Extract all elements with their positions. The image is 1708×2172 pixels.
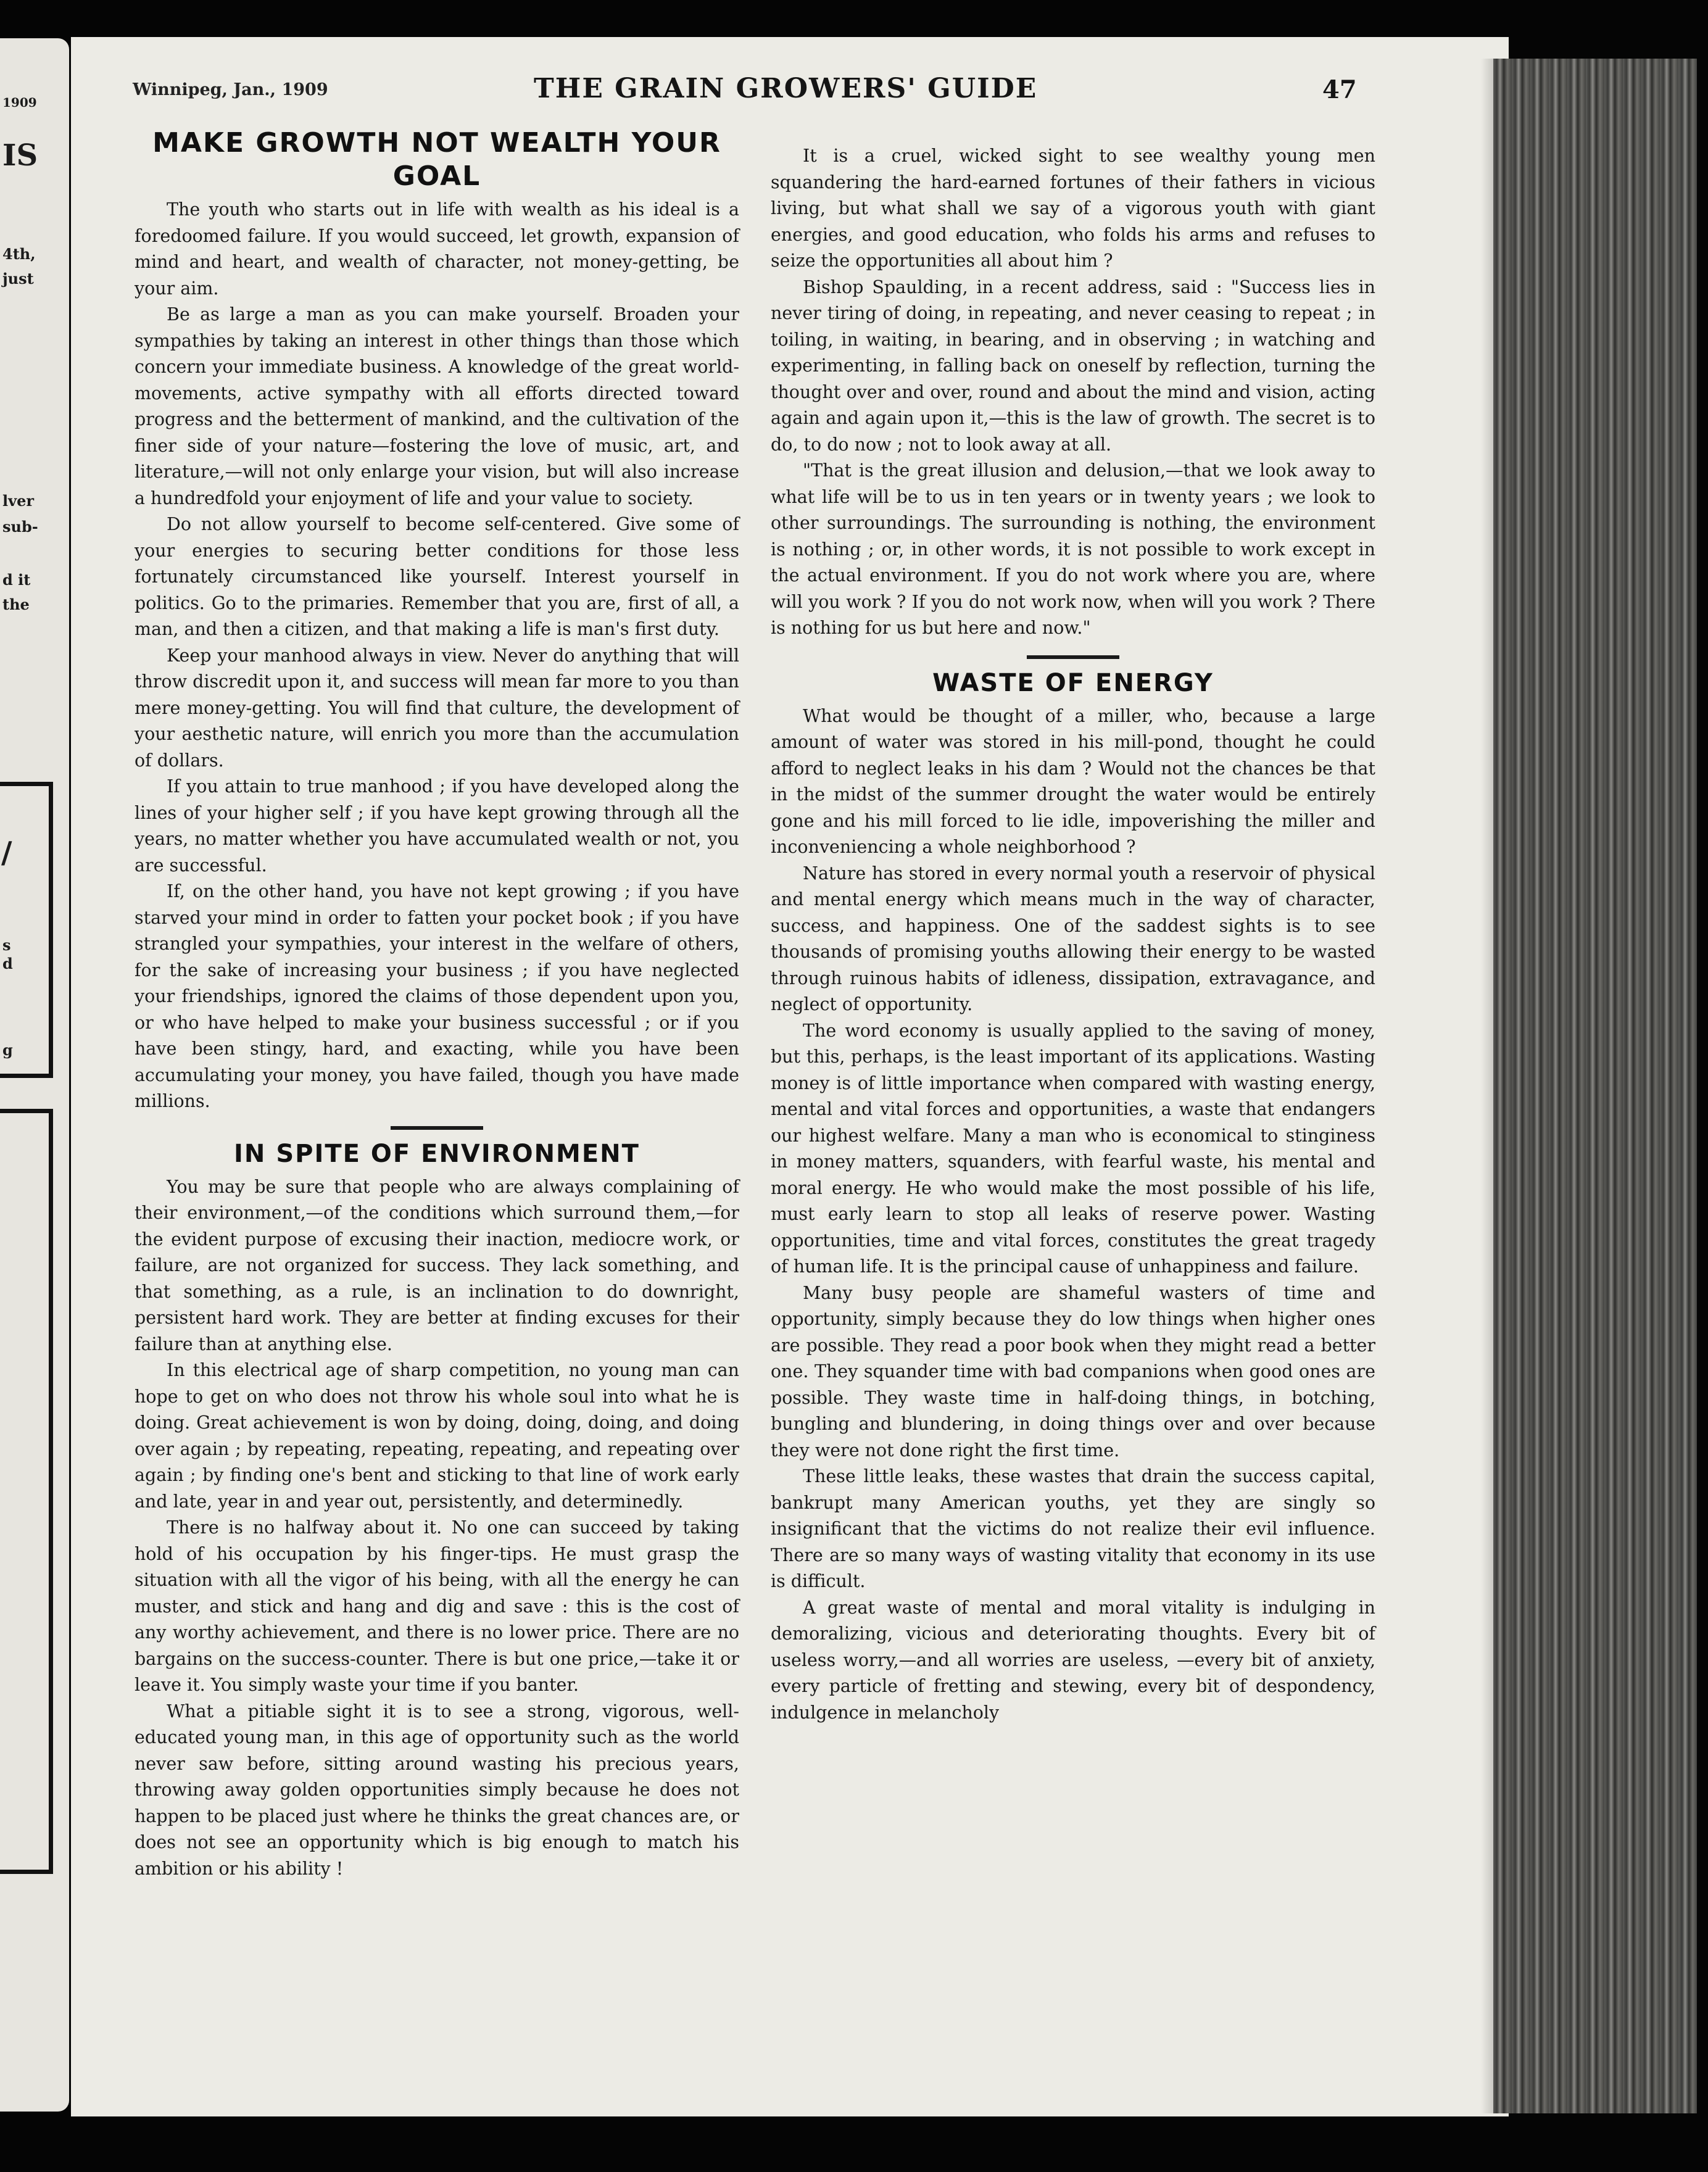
prev-page-fragment: 1909	[2, 95, 37, 110]
prev-page-fragment: g	[2, 1041, 13, 1059]
prev-page-fragment: d it	[2, 571, 31, 589]
article-paragraph: You may be sure that people who are always complaining of their environment,—of the conditions which surround them,—for the evident purpose of excusing their inaction, mediocre work, or failure, are not organized for success. They lack something, and that something, as a rule, is an inclination to do downright, persistent hard work. They are better at finding excuses for their failure than at anything else.	[135, 1176, 739, 1354]
section-divider	[1027, 655, 1119, 659]
prev-page-fragment: the	[2, 595, 30, 613]
article-paragraph: What a pitiable sight it is to see a strong, vigorous, well-educated young man, in this age of opportunity such as the world never saw before, sitting around wasting his precious years, throwing away golden opportunities simply because he does not happen to be placed just where he thinks the great chances are, or does not see an opportunity which is big enough to match his ambition or his ability !	[135, 1701, 739, 1879]
prev-page-fragment: /	[1, 835, 12, 870]
previous-page-edge	[0, 38, 69, 2112]
page-number: 47	[1322, 75, 1357, 104]
article-paragraph: Nature has stored in every normal youth a reservoir of physical and mental energy which means much in the way of character, success, and happiness. One of the saddest sights is to see thousands of promising youths allowing their energy to be wasted through ruinous habits of idleness, dissipation, extravagance, and neglect of opportunity.	[771, 863, 1375, 1014]
article-title: MAKE GROWTH NOT WEALTH YOUR GOAL	[152, 127, 721, 192]
article-paragraph: There is no halfway about it. No one can succeed by taking hold of his occupation by his finger-tips. He must grasp the situation with all the vigor of his being, with all the energy he can muster, and stick and hang and dig and save : this is the cost of any worthy achievement, and there is no lower price. There are no bargains on the success-counter. There is but one price,—take it or leave it. You simply waste your time if you banter.	[135, 1517, 739, 1695]
article-paragraph: What would be thought of a miller, who, because a large amount of water was stored in his mill-pond, thought he could afford to neglect leaks in his dam ? Would not the chances be that in the midst of the summer drought the water would be entirely gone and his mill forced to lie idle, impoverishing the miller and inconveniencing a whole neighborhood ?	[771, 705, 1375, 857]
article-paragraph: Bishop Spaulding, in a recent address, said : "Success lies in never tiring of doing, in repeating, and never ceasing to repeat ; in toiling, in waiting, in bearing, and in observing ; in watching and experimenting, in falling back on oneself by reflection, turning the thought over and over, round and about the mind and vision, acting again and again upon it,—this is the law of growth. The secret is to do, to do now ; not to look away at all.	[771, 276, 1375, 455]
article-paragraph: Do not allow yourself to become self-centered. Give some of your energies to securing better conditions for those less fortunately circumstanced like yourself. Interest yourself in politics. Go to the primaries. Remember that you are, first of all, a man, and then a citizen, and that making a life is man's first duty.	[135, 514, 739, 639]
page-binding-edge	[1493, 59, 1697, 2113]
publication-title: THE GRAIN GROWERS' GUIDE	[534, 73, 1038, 104]
article-title: IN SPITE OF ENVIRONMENT	[234, 1139, 640, 1168]
article-make-growth	[135, 126, 739, 1115]
article-paragraph: It is a cruel, wicked sight to see wealthy young men squandering the hard-earned fortunes of their fathers in vicious living, but what shall we say of a vigorous youth with giant energies, and good education, who folds his arms and refuses to seize the opportunities all about him ?	[771, 146, 1375, 271]
article-in-spite-of-environment	[135, 1138, 739, 1883]
prev-page-fragment: d	[2, 955, 13, 972]
prev-page-fragment: lver	[2, 492, 34, 510]
article-title: WASTE OF ENERGY	[932, 668, 1214, 697]
article-paragraph: If you attain to true manhood ; if you have developed along the lines of your higher self ; if you have kept growing through all the years, no matter whether you have accumulated wealth or not, you are successful.	[135, 776, 739, 876]
article-paragraph: These little leaks, these wastes that drain the success capital, bankrupt many American youths, yet they are singly so insignificant that the victims do not realize their evil influence. There are so many ways of wasting vitality that economy in its use is difficult.	[771, 1466, 1375, 1591]
article-paragraph: Keep your manhood always in view. Never do anything that will throw discredit upon it, and success will mean far more to you than mere money-getting. You will find that culture, the development of your aesthetic nature, will enrich you more than the accumulation of dollars.	[135, 645, 739, 771]
article-waste-of-energy	[771, 668, 1375, 1726]
prev-page-fragment: IS	[2, 138, 38, 173]
dateline: Winnipeg, Jan., 1909	[133, 80, 328, 99]
article-paragraph: The youth who starts out in life with wealth as his ideal is a foredoomed failure. If you would succeed, let growth, expansion of mind and heart, and wealth of character, not money-getting, be your aim.	[135, 199, 739, 299]
article-paragraph: The word economy is usually applied to the saving of money, but this, perhaps, is the least important of its applications. Wasting money is of little importance when compared with wasting energy, mental and vital forces and opportunities, a waste that endangers our highest welfare. Many a man who is economical to stinginess in money matters, squanders, with fearful waste, his mental and moral energy. He who would make the most possible of his life, must early learn to stop all leaks of reserve power. Wasting opportunities, time and vital forces, constitutes the great tragedy of human life. It is the principal cause of unhappiness and failure.	[771, 1020, 1375, 1277]
prev-page-fragment: 4th,	[2, 245, 36, 263]
section-divider	[391, 1126, 483, 1130]
left-column	[135, 126, 739, 1882]
prev-page-fragment: s	[2, 936, 11, 954]
article-paragraph: "That is the great illusion and delusion,—that we look away to what life will be to us in ten years or in twenty years ; we look to other surroundings. The surrounding is nothing, the environment is nothing ; or, in other words, it is not possible to work except in the actual environment. If you do not work where you are, where will you work ? If you do not work now, when will you work ? There is nothing for us but here and now."	[771, 460, 1375, 638]
prev-page-fragment: sub-	[2, 518, 38, 536]
prev-page-ad-box	[0, 782, 53, 1078]
article-paragraph: If, on the other hand, you have not kept growing ; if you have starved your mind in order to fatten your pocket book ; if you have strangled your sympathies, your interest in the welfare of others, for the sake of increasing your business ; if you have neglected your friendships, ignored the claims of those dependent upon you, or who have helped to make your business successful ; or if you have been stingy, hard, and exacting, while you have been accumulating your money, you have failed, though you have made millions.	[135, 881, 739, 1111]
article-paragraph: Many busy people are shameful wasters of time and opportunity, simply because they do low things when higher ones are possible. They read a poor book when they might read a better one. They squander time with bad companions when good ones are possible. They waste time in half-doing things, in botching, bungling and blundering, in doing things over and over because they were not done right the first time.	[771, 1282, 1375, 1461]
article-paragraph: A great waste of mental and moral vitality is indulging in demoralizing, vicious and deteriorating thoughts. Every bit of useless worry,—and all worries are useless, —every bit of anxiety, every particle of fretting and stewing, every bit of despondency, indulgence in melancholy	[771, 1597, 1375, 1723]
article-paragraph: In this electrical age of sharp competition, no young man can hope to get on who does not throw his whole soul into what he is doing. Great achievement is won by doing, doing, doing, and doing over again ; by repeating, repeating, repeating, and repeating over again ; by finding one's bent and sticking to that line of work early and late, year in and year out, persistently, and determinedly.	[135, 1360, 739, 1512]
prev-page-fragment: just	[2, 270, 34, 288]
right-column	[771, 143, 1375, 1726]
page-header	[133, 73, 1367, 116]
prev-page-ad-box	[0, 1109, 53, 1874]
article-paragraph: Be as large a man as you can make yourself. Broaden your sympathies by taking an interest in other things than those which concern your immediate business. A knowledge of the great world-movements, active sympathy with all efforts directed toward progress and the betterment of mankind, and the cultivation of the finer side of your nature—fostering the love of music, art, and literature,—will not only enlarge your vision, but will also increase a hundredfold your enjoyment of life and your value to society.	[135, 304, 739, 508]
